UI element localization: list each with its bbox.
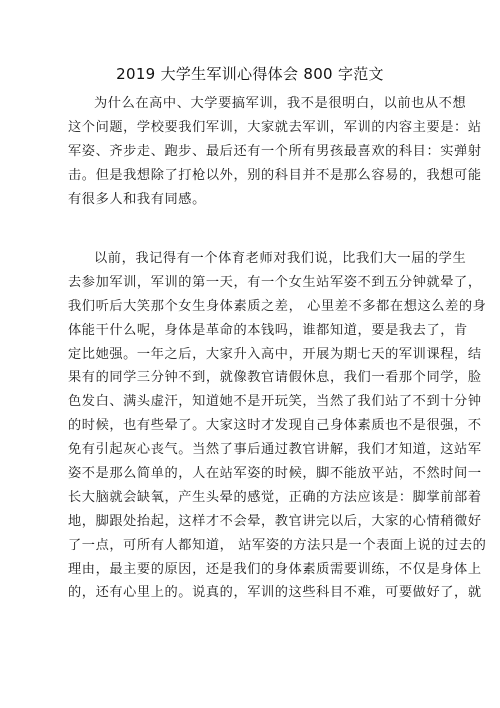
text-line: 这个问题，学校要我们军训，大家就去军训，军训的内容主要是：站 <box>68 119 482 135</box>
paragraph-1 <box>68 92 482 211</box>
text-line: 有很多人和我有同感。 <box>68 191 206 207</box>
text-line: 定比她强。一年之后，大家升入高中，开展为期七天的军训课程，结 <box>68 346 482 362</box>
paragraph-2 <box>68 247 487 605</box>
text-line: 以前，我记得有一个体育老师对我们说，比我们大一届的学生 <box>94 251 467 266</box>
text-line: 免有引起灰心丧气。当然了事后通过教官讲解，我们才知道，这站军 <box>68 442 482 458</box>
text-line: 去参加军训，军训的第一天，有一个女生站军姿不到五分钟就晕了， <box>68 274 482 290</box>
text-line: 色发白、满头虚汗，知道她不是开玩笑，当然了我们站了不到十分钟 <box>68 394 482 410</box>
text-line: 为什么在高中、大学要搞军训，我不是很明白，以前也从不想 <box>94 96 467 111</box>
text-line: 长大脑就会缺氧，产生头晕的感觉，正确的方法应该是：脚掌前部着 <box>68 489 482 505</box>
text-line: 理由，最主要的原因，还是我们的身体素质需要训练，不仅是身体上 <box>68 561 482 577</box>
text-line: 军姿、齐步走、跑步、最后还有一个所有男孩最喜欢的科目：实弹射 <box>68 143 482 159</box>
text-line: 果有的同学三分钟不到，就像教官请假休息，我们一看那个同学，脸 <box>68 370 482 386</box>
text-line: 了一点，可所有人都知道， 站军姿的方法只是一个表面上说的过去的 <box>68 537 487 553</box>
text-line: 我们听后大笑那个女生身体素质之差， 心里差不多都在想这么差的身 <box>68 298 487 314</box>
text-line: 的，还有心里上的。说真的，军训的这些科目不难，可要做好了，就 <box>68 585 482 601</box>
text-line: 地，脚跟处抬起，这样才不会晕，教官讲完以后，大家的心情稍微好 <box>68 513 482 529</box>
text-line: 体能干什么呢，身体是革命的本钱吗，谁都知道，要是我去了，肯 <box>68 322 468 338</box>
text-line: 的时候，也有些晕了。大家这时才发现自己身体素质也不是很强，不 <box>68 418 482 434</box>
text-line: 姿不是那么简单的，人在站军姿的时候，脚不能放平站，不然时间一 <box>68 466 482 482</box>
text-line: 击。但是我想除了打枪以外，别的科目并不是那么容易的，我想可能 <box>68 167 482 183</box>
document-title: 2019 大学生军训心得体会 800 字范文 <box>116 65 384 83</box>
